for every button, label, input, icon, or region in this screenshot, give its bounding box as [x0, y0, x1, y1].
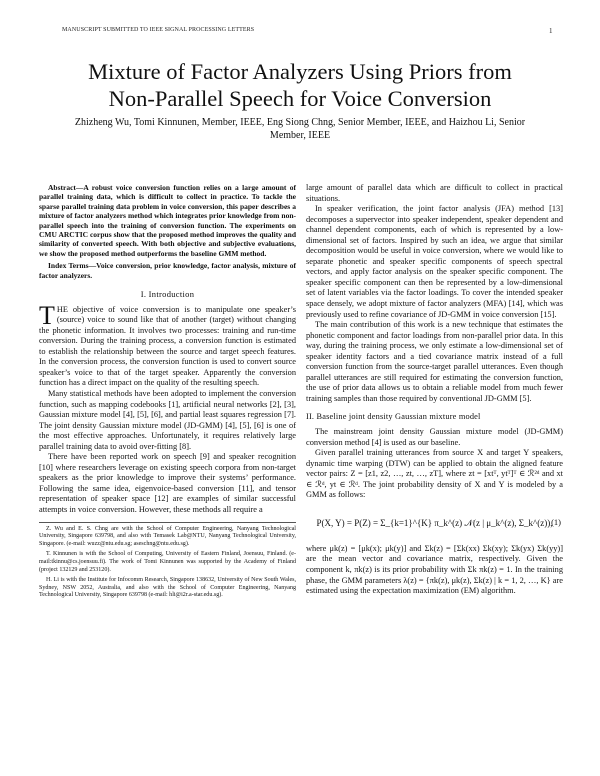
- section-heading-baseline: II. Baseline joint density Gaussian mixture model: [306, 412, 481, 422]
- author-list: Zhizheng Wu, Tomi Kinnunen, Member, IEEE, Eng Siong Chng, Senior Member, IEEE, and Haizhou Li, Senior Member, IEEE: [74, 117, 526, 141]
- index-terms: Index Terms—Voice conversion, prior knowledge, factor analysis, mixture of factor analyzers.: [39, 261, 296, 280]
- right-paragraph-0: large amount of parallel data which are difficult to collect in practical situations.: [306, 183, 563, 203]
- footnote-3: H. Li is with the Institute for Infocomm Research, Singapore 138632, University of New South Wales, Sydney, NSW 2052, Australia, and also with the School of Computer Engineering, Nanyang Technological University, Singapore 639798 (e-mail: hli@i2r.a-star.edu.sg).: [39, 577, 296, 599]
- drop-cap-smallcaps: HE: [56, 304, 69, 314]
- intro-paragraph-2: Many statistical methods have been adopted to implement the conversion function, such as mapping codebooks [1], artificial neural networks [2], [3], Gaussian mixture model [4], [5], [6], and partial least squares regression [7]. The joint density Gaussian mixture model (JD-GMM) [4], [5], [6] is one of the most effective approaches. Unfortunately, it requires relatively large parallel training data to avoid over-fitting [8].: [39, 388, 296, 451]
- equation-1-body: P(X, Y) = P(Z) = Σ_{k=1}^{K} π_k^(z) 𝒩(z | μ_k^(z), Σ_k^(z)),: [316, 517, 553, 528]
- baseline-paragraph-1: The mainstream joint density Gaussian mixture model (JD-GMM) conversion method [4] is used as our baseline.: [306, 427, 563, 447]
- baseline-paragraph-3: where μk(z) = [μk(x); μk(y)] and Σk(z) = [Σk(xx) Σk(xy); Σk(yx) Σk(yy)] are the mean vector and covariance matrix, respectively. Given the component k, πk(z) is its prior probability with Σk πk(z) = 1. In the training phase, the GMM parameters λ(z) = {πk(z), μk(z), Σk(z) | k = 1, 2, …, K} are estimated using the expectation maximization (EM) algorithm.: [306, 543, 563, 596]
- equation-1-number: (1): [551, 516, 561, 527]
- intro-paragraph-1: [39, 300, 296, 389]
- paper-title: [40, 58, 560, 112]
- running-head: MANUSCRIPT SUBMITTED TO IEEE SIGNAL PROCESSING LETTERS: [62, 27, 255, 33]
- equation-1: [306, 508, 563, 538]
- right-column: [306, 183, 563, 597]
- baseline-paragraph-2: Given parallel training utterances from source X and target Y speakers, dynamic time warping (DTW) can be applied to obtain the aligned feature vector pairs: Z = [z1, z2, …, zt, …, zT], where zt = [xtᵀ, ytᵀ]ᵀ ∈ ℛ²ᵈ and xt ∈ ℛᵈ, yt ∈ ℛᵈ. The joint probability density of X and Y is modeled by a GMM as follows:: [306, 448, 563, 500]
- left-column: [39, 183, 296, 603]
- abstract: Abstract—A robust voice conversion function relies on a large amount of parallel training data, which is difficult to collect in practice. To tackle the sparse parallel training data problem in voice conversion, this paper describes a mixture of factor analyzers method which integrates prior knowledge from non-parallel speech into the training of conversion function. The experiments on CMU ARCTIC corpus show that the proposed method improves the quality and similarity of converted speech. With both objective and subjective evaluations, we show the proposed method outperforms the baseline GMM method.: [39, 183, 296, 258]
- footnote-1: Z. Wu and E. S. Chng are with the School of Computer Engineering, Nanyang Technological University, Singapore 639798, and also with Temasek Lab@NTU, Nanyang Technological University, Singapore. (e-mail: wuzz@ntu.edu.sg; aseschng@ntu.edu.sg).: [39, 525, 296, 547]
- jfa-paragraph: In speaker verification, the joint factor analysis (JFA) method [13] decomposes a supervector into speaker independent, speaker dependent and channel dependent components, each of which is represented by a low-dimensional set of factors. Inspired by such an idea, we argue that similar decomposition would be useful in voice conversion, where we would like to separate phonetic and speaker specific components of speech spectral vectors, and apply factor analysis on the speaker specific component. The speaker specific component can then be represented by a low-dimensional set of latent variables via the factor loadings. To cover the intended speaker space densely, we adopt mixture of factor analyzers (MFA) [14], which was previously used to refine covariance of JD-GMM in voice conversion [15].: [306, 204, 563, 319]
- title-line-1: Mixture of Factor Analyzers Using Priors from: [88, 59, 512, 84]
- contribution-paragraph: The main contribution of this work is a new technique that estimates the phonetic component and factor loadings from non-parallel prior data. In this way, during the training process, we only estimate a low-dimensional set of speaker identity factors and a tied covariance matrix instead of a full conversion function from the source-target parallel utterances. Even though parallel utterances are still required for estimating the conversion function, the use of prior data allows us to obtain a reliable model from much fewer training samples than those required by conventional JD-GMM [5].: [306, 320, 563, 403]
- footnote-2: T. Kinnunen is with the School of Computing, University of Eastern Finland, Joensuu, Finland. (e-mail:tkinnu@cs.joensuu.fi). The work of Tomi Kinnunen was supported by the Academy of Finland (project 132129 and 253120).: [39, 551, 296, 573]
- drop-cap: T: [39, 300, 55, 330]
- title-line-2: Non-Parallel Speech for Voice Conversion: [108, 86, 492, 111]
- page-number: 1: [549, 27, 553, 35]
- footnotes: [39, 522, 296, 600]
- intro-paragraph-1-text: objective of voice conversion is to manipulate one speaker’s (source) voice to sound like that of another (target) without changing the phonetic information. It involves two processes: training and run-time conversion. During the training process, a conversion function is estimated to establish the relationship between the source and target speech features. In the conversion process, the conversion function is used to convert source speaker’s voice to that of the target speaker. Apparently the conversion function has a direct impact on the quality of the resulting speech.: [39, 304, 296, 388]
- section-heading-introduction: I. Introduction: [140, 289, 195, 300]
- intro-paragraph-3: There have been reported work on speech [9] and speaker recognition [10] where researchers leverage on existing speech corpora from non-target speakers as the prior knowledge to improve their systems’ performance. Following the same idea, eigenvoice-based conversion [11], and tensor representation of speaker space [12] are examples of similar successful attempts in voice conversion. However, these methods all require a: [39, 452, 296, 514]
